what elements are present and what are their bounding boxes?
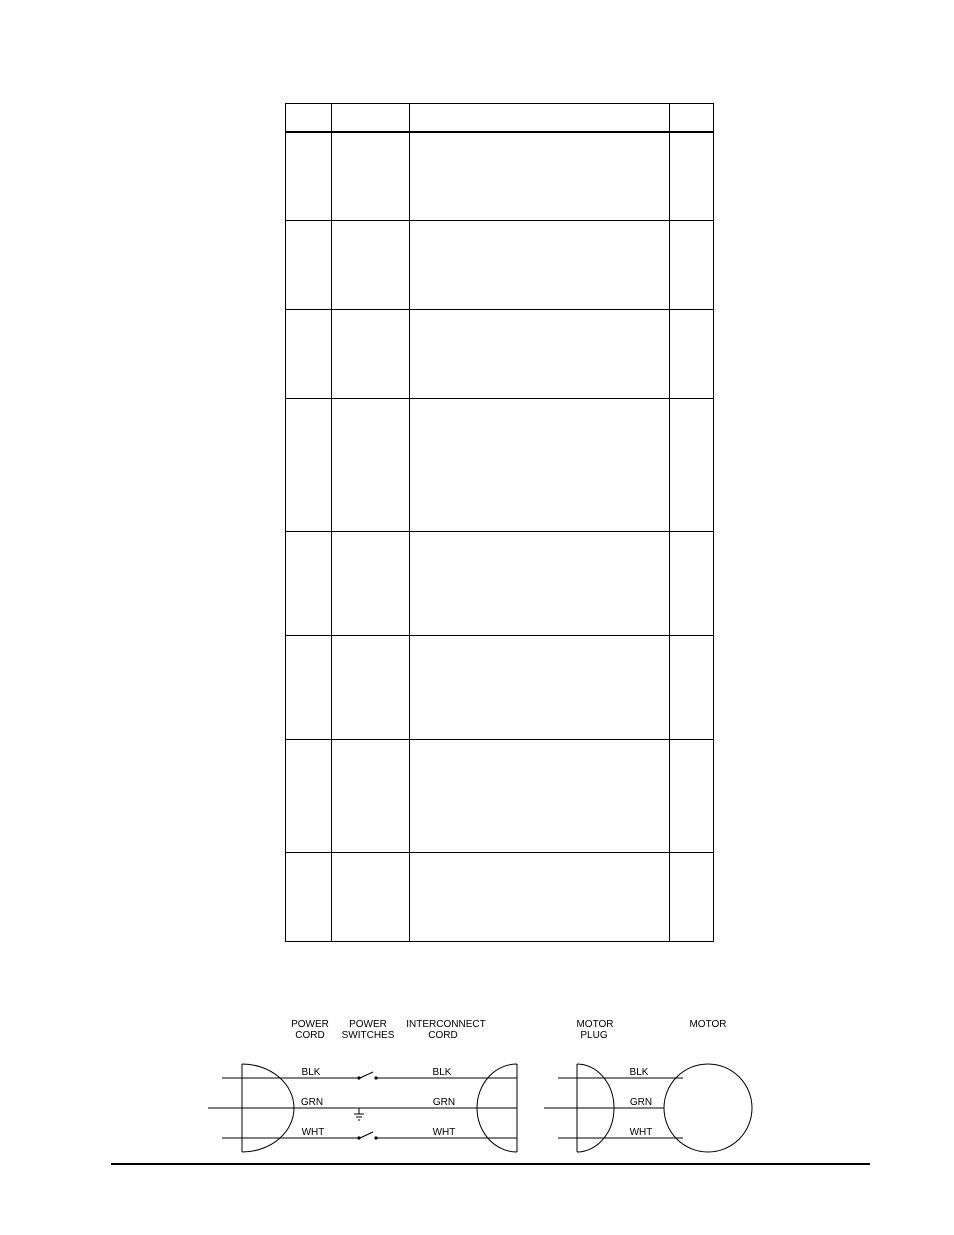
wire-label-wht-power: WHT xyxy=(301,1127,325,1138)
label-interconnect-cord-line1: INTERCONNECT xyxy=(406,1019,486,1030)
wire-label-grn-motor: GRN xyxy=(629,1097,653,1108)
wire-label-grn-interconnect: GRN xyxy=(432,1097,456,1108)
label-power-cord-line1: POWER xyxy=(291,1019,329,1030)
label-interconnect-cord-line2: CORD xyxy=(428,1030,458,1041)
power-switch-wht xyxy=(360,1132,373,1138)
label-motor-plug-line2: PLUG xyxy=(580,1030,608,1041)
label-power-switches-line1: POWER xyxy=(349,1019,387,1030)
power-switch-blk xyxy=(360,1072,373,1078)
wire-label-blk-power: BLK xyxy=(301,1067,321,1078)
switch-contact-wht-left xyxy=(357,1136,360,1139)
wire-label-blk-interconnect: BLK xyxy=(432,1067,452,1078)
label-motor: MOTOR xyxy=(689,1019,727,1030)
wire-label-blk-motor: BLK xyxy=(629,1067,649,1078)
wire-label-wht-motor: WHT xyxy=(629,1127,653,1138)
wire-label-wht-interconnect: WHT xyxy=(432,1127,456,1138)
motor-circle xyxy=(664,1064,752,1152)
switch-contact-blk-left xyxy=(357,1076,360,1079)
label-motor-plug-line1: MOTOR xyxy=(576,1019,614,1030)
footer-rule xyxy=(111,1163,870,1165)
label-power-switches-line2: SWITCHES xyxy=(341,1030,395,1041)
switch-contact-blk-right xyxy=(374,1076,377,1079)
label-power-cord-line2: CORD xyxy=(295,1030,325,1041)
switch-contact-wht-right xyxy=(374,1136,377,1139)
wire-label-grn-power: GRN xyxy=(300,1097,324,1108)
